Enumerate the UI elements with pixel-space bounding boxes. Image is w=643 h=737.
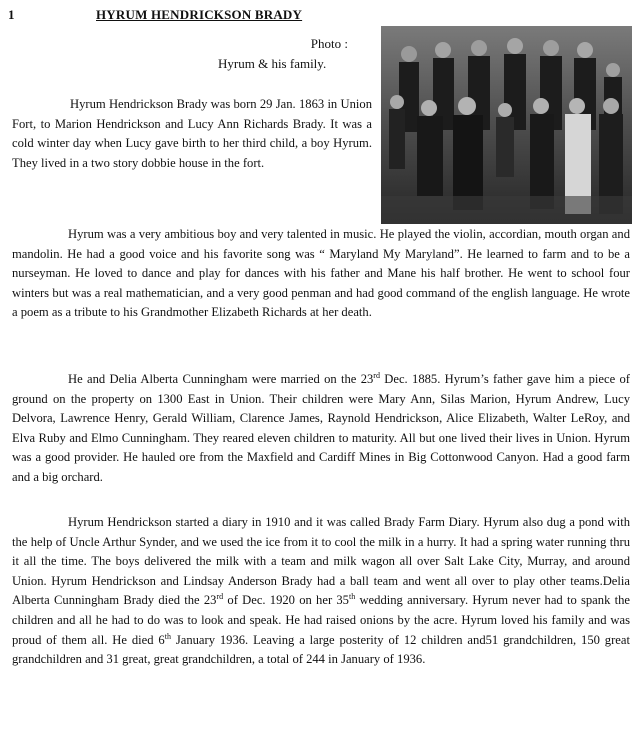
diary-text-d: January 1936. Leaving a large posterity of 12 children and51 grandchildren, 150 great grandchildren and 31 great, great grandchildren, a total of 244 in January of 1936. [12, 632, 630, 667]
diary-text-b: of Dec. 1920 on her 35 [223, 593, 349, 608]
photo-caption: Hyrum & his family. [218, 56, 327, 71]
photo-label: Photo : [310, 36, 348, 51]
diary-text-c: wedding anniversary. Hyrum never had to spank the children and all he had to do was to look and speak. He had raised onions by the acre. Hyrum loved his family and was proud of them all. He died 6 [12, 593, 630, 647]
paragraph-birth-text: Hyrum Hendrickson Brady was born 29 Jan. 1863 in Union Fort, to Marion Hendrickson and Lucy Ann Richards Brady. It was a cold winter day when Lucy gave birth to her third child, a boy Hyrum. They lived in a two story dobbie house in the fort. [12, 97, 372, 170]
page-title: HYRUM HENDRICKSON BRADY [96, 7, 303, 22]
paragraph-talents: Hyrum was a very ambitious boy and very talented in music. He played the violin, accordian, mouth organ and mandolin. He had a good voice and his favorite song was “ Maryland My Maryland”. He learned to farm and to be a nurseyman. He loved to dance and play for dances with his father and Mane his half brother. He went to school four winters but was a real mathematician, and a very good penman and had good command of the english language. He wrote a poem as a tribute to his Grandmother Elizabeth Richards at her death. [12, 227, 630, 320]
marriage-text-a: He and Delia Alberta Cunningham were married on the 23 [68, 372, 374, 386]
diary-sup-3: th [164, 631, 171, 641]
family-photo [381, 26, 632, 224]
marriage-text-b: Dec. 1885. Hyrum’s father gave him a piece of ground on the property on 1300 East in Union. Their children were Mary Ann, Silas Marion, Hyrum Andrew, Lucy Delvora, Lawrence Henry, Gerald William, Clarence James, Raynold Hendrickson, Alice Elizabeth, Walter LeRoy, and Elva Ruby and Elmo Cunningham. They reared eleven children to maturity. All but one lived their lives in Union. Hyrum was a good provider. He hauled ore from the Maxfield and Cardiff Mines in Big Cottonwood Canyon. Had a good farm and a big orchard. [12, 372, 630, 484]
page-number: 1 [8, 7, 15, 22]
diary-sup-1: rd [216, 592, 224, 602]
diary-sup-2: th [348, 592, 356, 602]
marriage-sup: rd [373, 370, 380, 380]
paragraph-marriage [12, 370, 630, 488]
paragraph-birth [12, 95, 372, 173]
diary-text-a: Hyrum Hendrickson started a diary in 1910 and it was called Brady Farm Diary. Hyrum also dug a pond with the help of Uncle Arthur Synder, and we used the ice from it to cool the milk in a hurry. It had a spring water running thru it all the time. The boys delivered the milk with a team and milk wagon all over Salt Lake City, Murray, and around Union. Hyrum Hendrickson and Lindsay Anderson Brady had a ball team and went all over to play other teams.Delia Alberta Cunningham Brady died the 23 [12, 515, 630, 608]
paragraph-diary [12, 513, 630, 670]
family-photo-icon [381, 26, 632, 224]
